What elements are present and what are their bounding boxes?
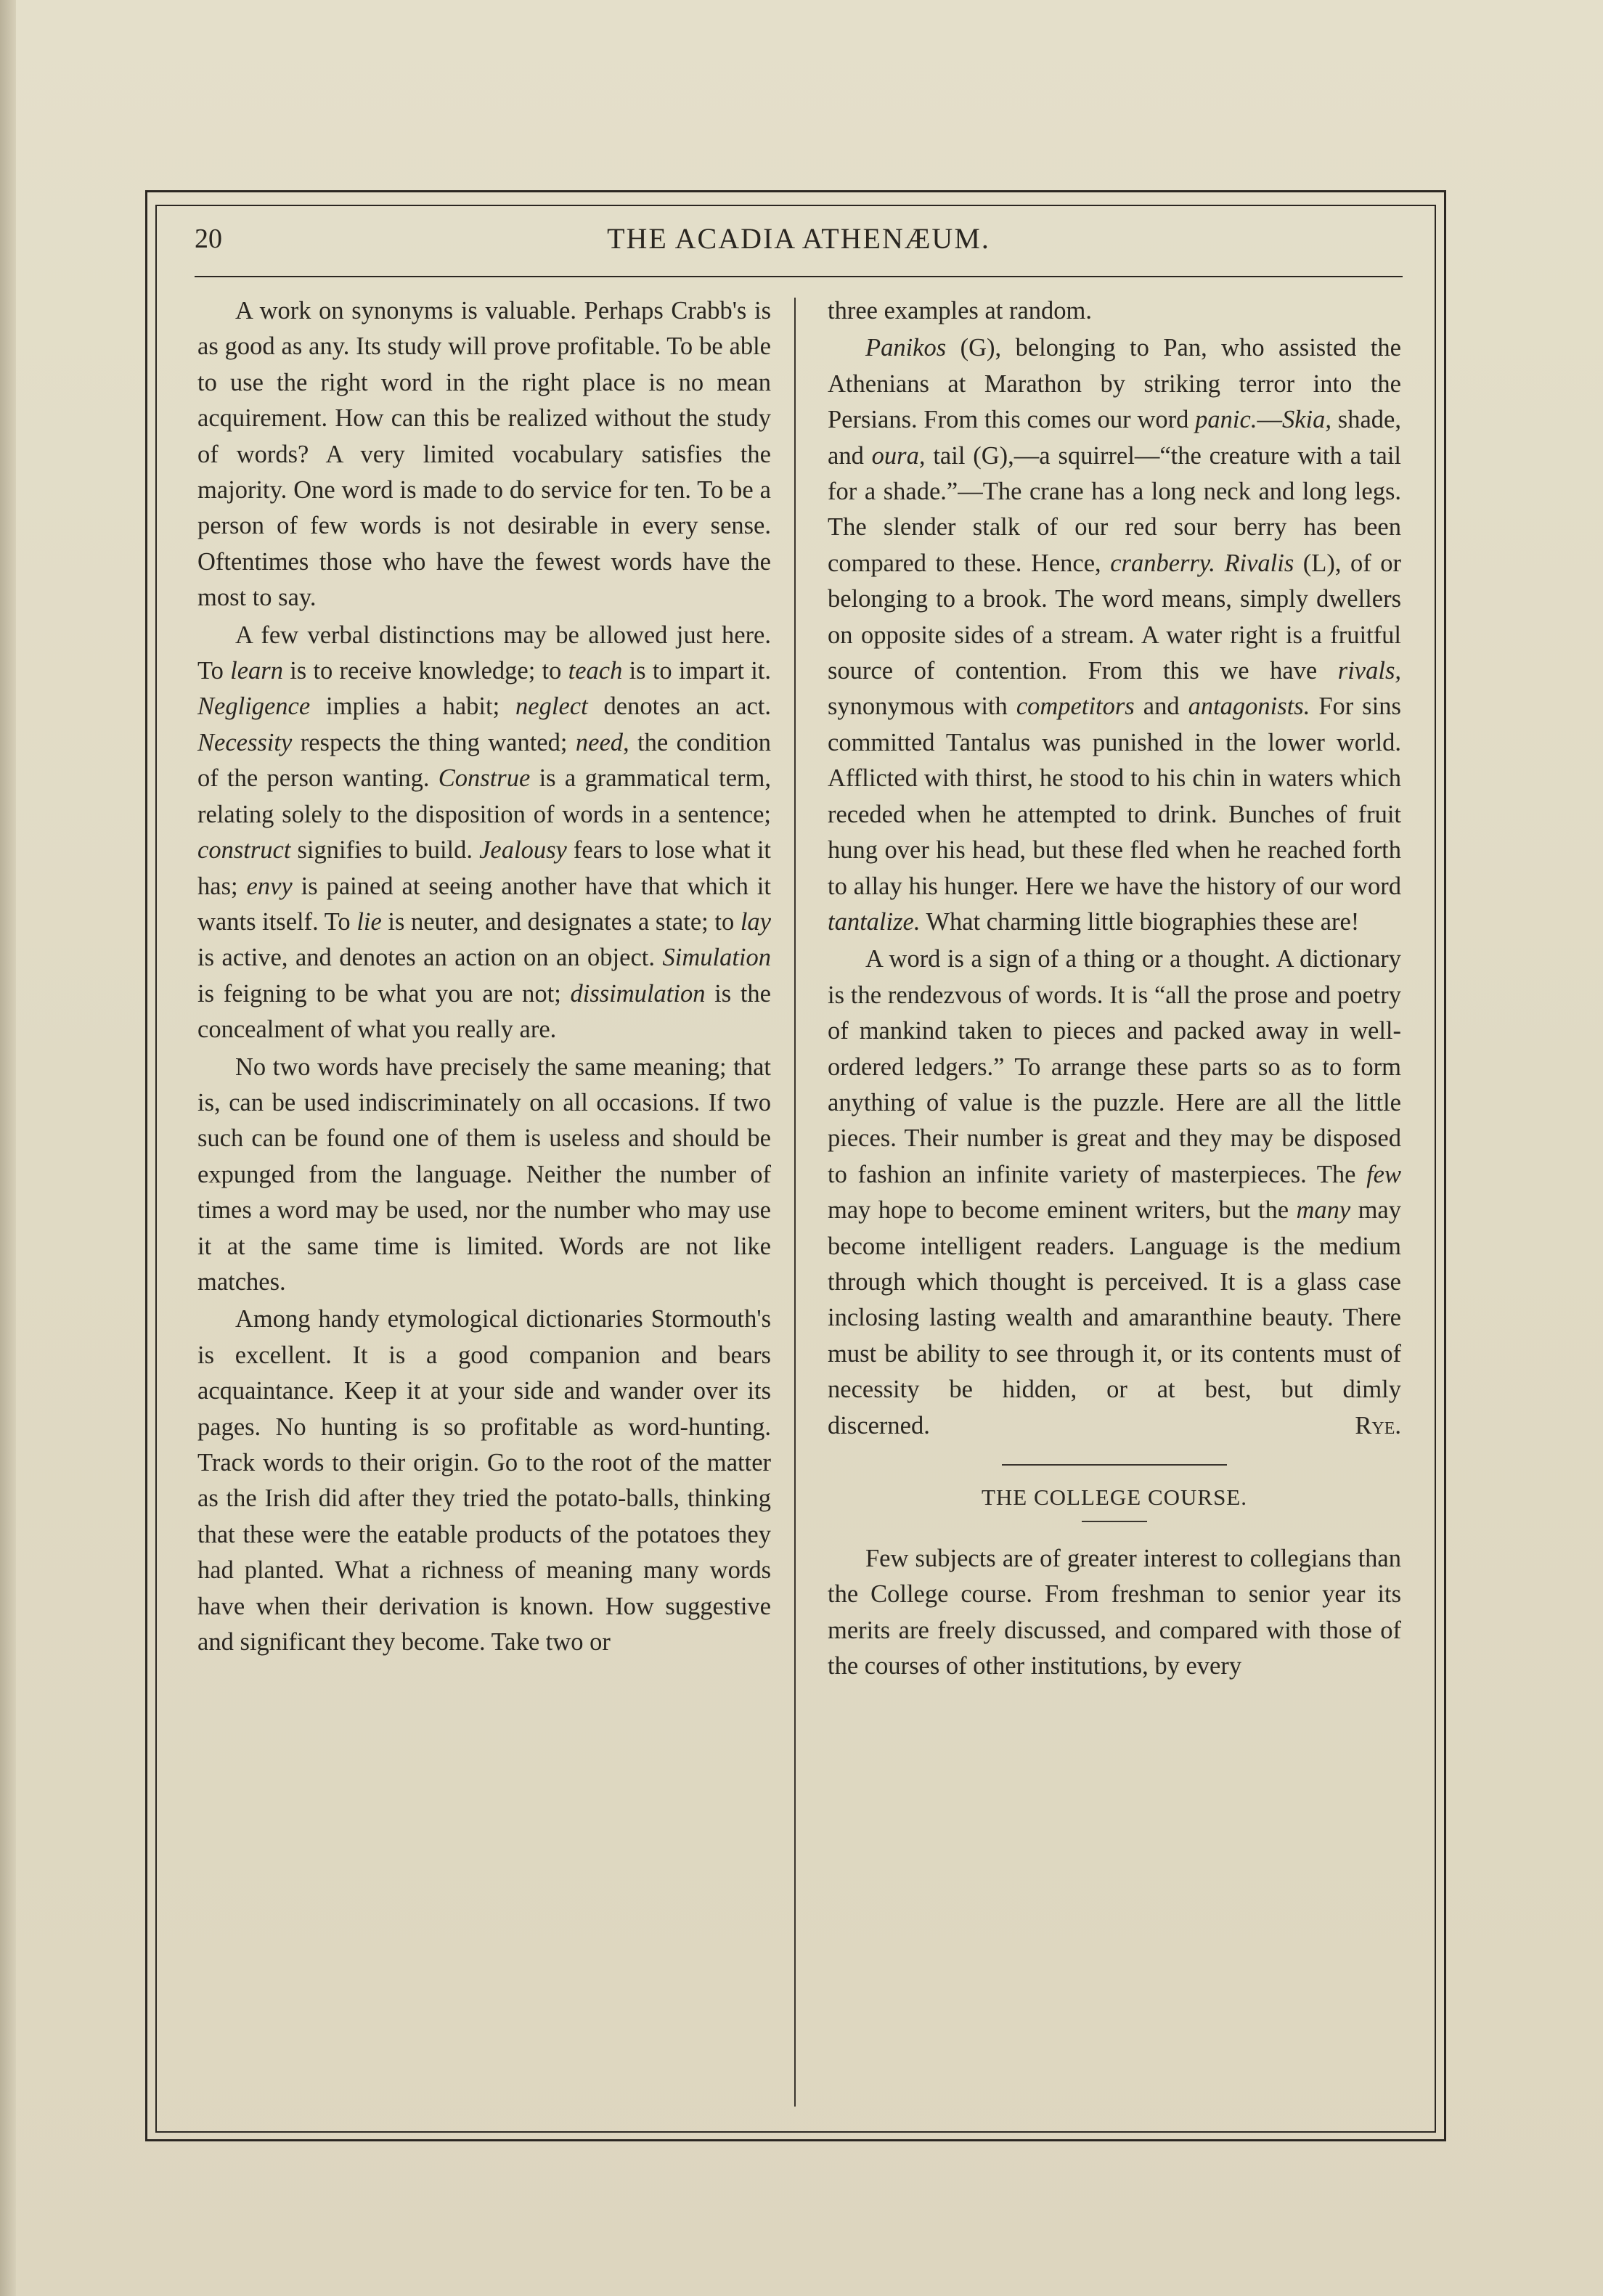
section-title: THE COLLEGE COURSE.: [981, 1484, 1247, 1510]
section-divider: [1002, 1464, 1227, 1466]
column-divider: [794, 298, 796, 2107]
binding-edge: [0, 0, 16, 2296]
paragraph-distinctions: A few verbal distinctions may be allowed just here. To learn is to receive knowledge; to teach is to impart it. Negligence implies a habit; neglect denotes an act. Necessity respects the thing wanted; need, the condition of the person wanting. Construe is a grammatical term, relating solely to the disposition of words in a sentence; construct signifies to build. Jealousy fears to lose what it has; envy is pained at seeing another have that which it wants itself. To lie is neuter, and designates a state; to lay is active, and denotes an action on an object. Simulation is feigning to be what you are not; dissimulation is the concealment of what you really are.: [197, 621, 771, 1044]
page-number: 20: [195, 224, 222, 254]
paragraph-college-course: Few subjects are of greater interest to collegians than the College course. From freshman to senior year its merits are freely discussed, and compared with those of the courses of other institutions, by every: [828, 1545, 1401, 1680]
paragraph-dictionaries: Among handy etymological dictionaries Stormouth's is excellent. It is a good companion and bears acquaintance. Keep it at your side and wander over its pages. No hunting is so profitable as word-hunting. Track words to their origin. Go to the root of the matter as the Irish did after they tried the potato-balls, thinking that these were the eatable products of the potatoes they had planted. What a richness of meaning many words have when their derivation is known. How suggestive and significant they become. Take two or: [197, 1305, 771, 1656]
title-underline: [1082, 1521, 1147, 1522]
paragraph-continuation: three examples at random.: [828, 297, 1093, 324]
header-rule: [195, 276, 1403, 277]
paragraph-word-sign: A word is a sign of a thing or a thought. A dictionary is the rendezvous of words. It is “all the prose and poetry of mankind taken to pieces and packed away in well-ordered ledgers.” To arrange these parts so as to form anything of value is the puzzle. Here are all the little pieces. Their number is great and they may be disposed to fashion an infinite variety of masterpieces. The few may hope to become eminent writers, but the many may become intelligent readers. Language is the medium through which thought is perceived. It is a glass case inclosing lasting wealth and amaranthine beauty. There must be ability to see through it, or its contents must of necessity be hidden, or at best, but dimly discerned. Rye.: [828, 945, 1401, 1439]
author-signature: Rye.: [1355, 1411, 1401, 1439]
left-column: [197, 293, 771, 1660]
paragraph-etymologies: Panikos (G), belonging to Pan, who assisted the Athenians at Marathon by striking terror into the Persians. From this comes our word panic.—Skia, shade, and oura, tail (G),—a squirrel—“the creature with a tail for a shade.”—The crane has a long neck and long legs. The slender stalk of our red sour berry has been compared to these. Hence, cranberry. Rivalis (L), of or belonging to a brook. The word means, simply dwellers on opposite sides of a stream. A water right is a fruitful source of contention. From this we have rivals, synonymous with competitors and antagonists. For sins committed Tantalus was punished in the lower world. Afflicted with thirst, he stood to his chin in waters which receded when he attempted to drink. Bunches of fruit hung over his head, but these fled when he reached forth to allay his hunger. Here we have the history of our word tantalize. What charming little biographies these are!: [828, 334, 1402, 936]
running-head: THE ACADIA ATHENÆUM.: [607, 222, 990, 255]
paragraph-synonyms: A work on synonyms is valuable. Perhaps Crabb's is as good as any. Its study will prove profitable. To be able to use the right word in the right place is no mean acquirement. How can this be realized without the study of words? A very limited vocabulary satisfies the majority. One word is made to do service for ten. To be a person of few words is not desirable in every sense. Oftentimes those who have the fewest words have the most to say.: [197, 297, 771, 612]
right-column: [828, 293, 1401, 1685]
page-header: [195, 215, 1403, 273]
paragraph-no-two-words: No two words have precisely the same meaning; that is, can be used indiscriminately on all occasions. If two such can be found one of them is useless and should be expunged from the language. Neither the number of times a word may be used, nor the number who may use it at the same time is limited. Words are not like matches.: [197, 1053, 771, 1296]
